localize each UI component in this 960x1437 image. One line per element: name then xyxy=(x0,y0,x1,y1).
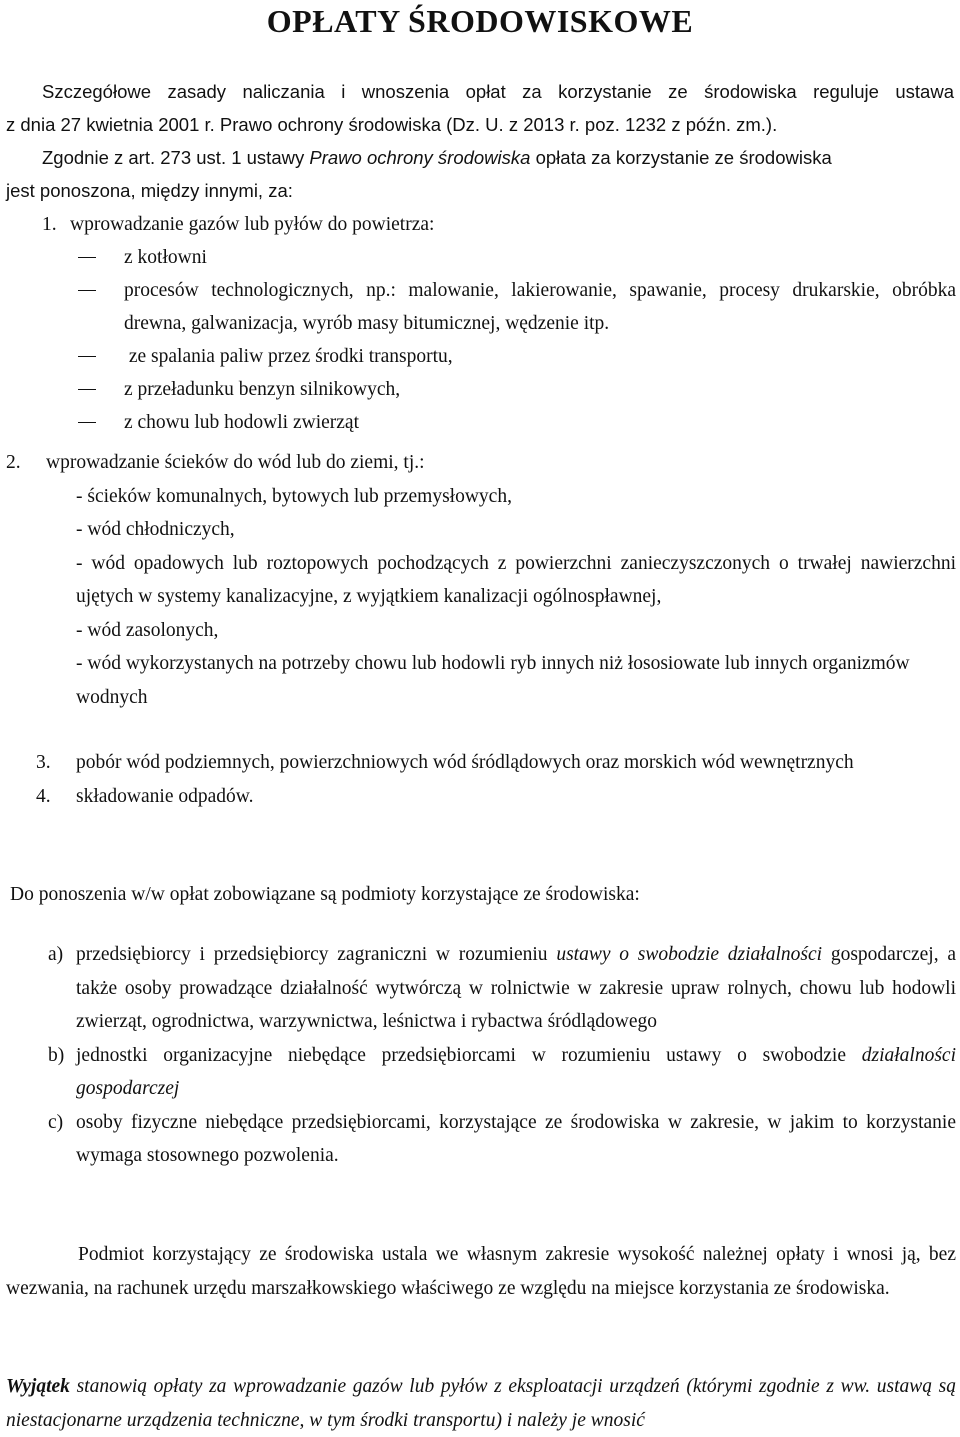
fee-item-1 xyxy=(6,208,956,439)
payment-paragraph-text: Podmiot korzystający ze środowiska ustala we własnym zakresie wysokość należnej opłaty i wnosi ją, bez wezwania, na rachunek urzędu marszałkowskiego właściwego ze względu na miejsce korzystania ze środowiska. xyxy=(6,1244,956,1299)
list-item: - wód chłodniczych, xyxy=(76,519,235,540)
intro-line-1: Szczegółowe zasady naliczania i wnoszenia opłat za korzystanie ze środowiska reguluje ustawa xyxy=(42,81,954,102)
obligation-header: Do ponoszenia w/w opłat zobowiązane są podmioty korzystające ze środowiska: xyxy=(10,884,640,905)
exception-text: stanowią opłaty za wprowadzanie gazów lub pyłów z eksploatacji urządzeń (którymi zgodnie z ww. ustawą są niestacjonarne urządzenia techniczne, w tym środki transportu) i należy je wnosić xyxy=(6,1376,956,1431)
list-item: - wód zasolonych, xyxy=(76,619,219,641)
fee-item-4 xyxy=(6,780,956,814)
exception-label: Wyjątek xyxy=(6,1376,70,1397)
fee-item-1-header xyxy=(6,208,956,241)
dash-bullet xyxy=(78,356,96,357)
intro-line-2: z dnia 27 kwietnia 2001 r. Prawo ochrony środowiska (Dz. U. z 2013 r. poz. 1232 z późn. zm.). xyxy=(6,114,778,135)
entity-act-title: działalności gospodarczej xyxy=(76,1044,956,1099)
wastewater-list xyxy=(6,480,956,715)
dash-bullet xyxy=(78,422,96,423)
intro-article-text-a: Zgodnie z art. 273 ust. 1 ustawy xyxy=(42,147,310,168)
intro-article-text-b: opłata za korzystanie ze środowiska xyxy=(530,147,832,168)
fee-item-4-text: składowanie odpadów. xyxy=(76,785,254,807)
fee-item-3-text: pobór wód podziemnych, powierzchniowych wód śródlądowych oraz morskich wód wewnętrznych xyxy=(76,752,854,773)
fee-item-2-number: 2. xyxy=(6,452,21,473)
entity-letter: a) xyxy=(48,944,64,965)
payment-paragraph xyxy=(6,1238,956,1305)
list-item xyxy=(6,274,956,340)
intro-article xyxy=(6,141,954,174)
list-item xyxy=(6,340,956,373)
fee-item-2 xyxy=(6,446,956,714)
exception-paragraph xyxy=(6,1370,956,1437)
list-item xyxy=(6,241,956,274)
page-title: OPŁATY ŚRODOWISKOWE xyxy=(266,3,694,39)
list-item-text: z chowu lub hodowli zwierząt xyxy=(124,412,360,433)
list-item-text: ze spalania paliw przez środki transportu, xyxy=(124,346,453,367)
dash-bullet xyxy=(78,290,96,291)
intro-article-line-2: jest ponoszona, między innymi, za: xyxy=(6,180,293,201)
obligated-entities-list xyxy=(6,938,956,1173)
entity-letter: b) xyxy=(48,1044,65,1066)
entity-item-b xyxy=(6,1039,956,1106)
list-item: - ścieków komunalnych, bytowych lub przemysłowych, xyxy=(76,485,512,507)
entity-text-a: przedsiębiorcy i przedsiębiorcy zagraniczni w rozumieniu xyxy=(76,944,557,965)
list-item-text: z przeładunku benzyn silnikowych, xyxy=(124,379,401,400)
entity-text-a: jednostki organizacyjne niebędące przedsiębiorcami w rozumieniu ustawy o swobodzie xyxy=(76,1044,862,1066)
entity-item-c xyxy=(6,1106,956,1173)
fee-item-2-text: wprowadzanie ścieków do wód lub do ziemi, tj.: xyxy=(46,452,425,473)
fee-item-1-text: wprowadzanie gazów lub pyłów do powietrza: xyxy=(70,214,435,235)
entity-act-title: ustawy o swobodzie działalności xyxy=(556,944,823,965)
fee-item-3 xyxy=(6,746,956,780)
entity-letter: c) xyxy=(48,1111,64,1133)
list-item: - wód opadowych lub roztopowych pochodzących z powierzchni zanieczyszczonych o trwałej nawierzchni ujętych w systemy kanalizacyjne, z wyjątkiem kanalizacji ogólnospławnej, xyxy=(76,552,956,607)
list-item xyxy=(6,373,956,406)
list-item: - wód wykorzystanych na potrzeby chowu lub hodowli ryb innych niż łososiowate lub innych organizmów wodnych xyxy=(76,653,910,708)
entity-text xyxy=(76,938,956,1039)
list-item-text: z kotłowni xyxy=(124,247,207,268)
entity-item-a xyxy=(6,938,956,1039)
list-item xyxy=(6,406,956,439)
entity-text xyxy=(76,1039,956,1106)
dash-bullet xyxy=(78,389,96,390)
fee-items-3-4 xyxy=(6,746,956,813)
intro-legal-basis xyxy=(6,75,954,141)
emission-sources-list xyxy=(6,241,956,439)
entity-text: osoby fizyczne niebędące przedsiębiorcami, korzystające ze środowiska w zakresie, w jakim to korzystanie wymaga stosownego pozwolenia. xyxy=(76,1111,956,1166)
intro-act-title: Prawo ochrony środowiska xyxy=(309,147,531,168)
fee-item-4-number: 4. xyxy=(36,785,51,807)
intro-paragraph xyxy=(6,75,954,207)
dash-bullet xyxy=(78,257,96,258)
fee-item-3-number: 3. xyxy=(36,752,51,773)
entity-text-b: gospodarczej, a także osoby prowadzące działalność wytwórczą w rolnictwie w zakresie upraw rolnych, chowu lub hodowli zwierząt, ogrodnictwa, warzywnictwa, leśnictwa i rybactwa śródlądowego xyxy=(76,944,956,1032)
list-item-text: procesów technologicznych, np.: malowanie, lakierowanie, spawanie, procesy drukarskie, obróbka drewna, galwanizacja, wyrób masy bitumicznej, wędzenie itp. xyxy=(124,280,956,334)
fee-item-2-header xyxy=(6,446,956,480)
fee-item-1-number: 1. xyxy=(42,214,57,235)
